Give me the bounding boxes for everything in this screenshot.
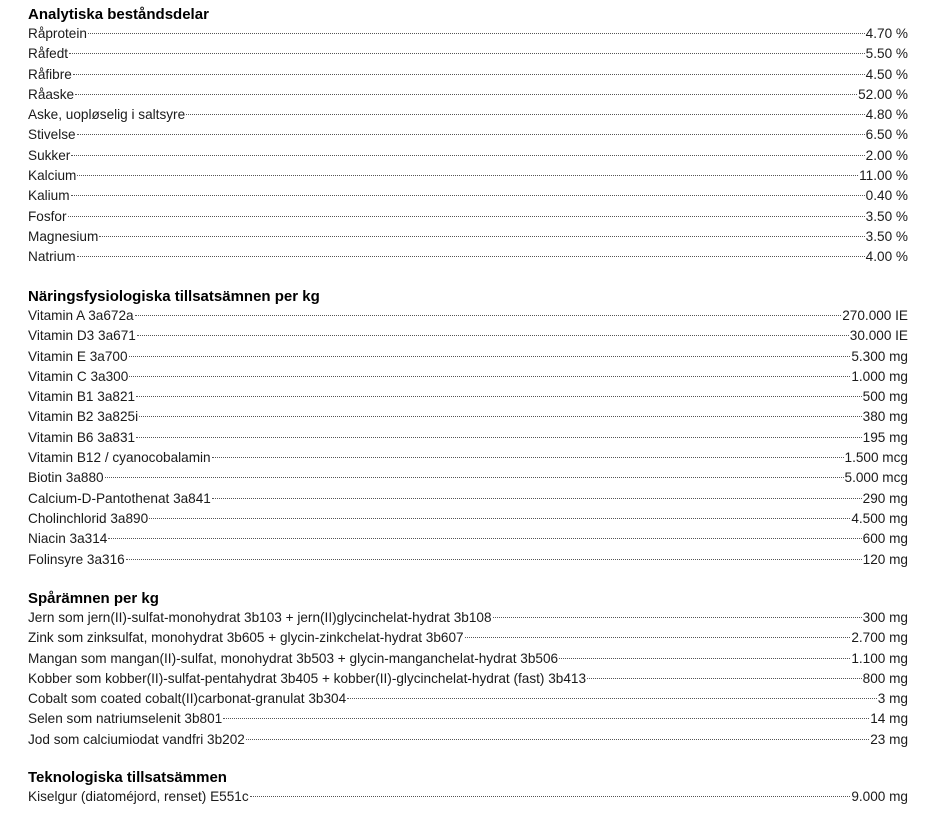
- table-row: [28, 730, 908, 750]
- section-technological-additives: [28, 769, 908, 807]
- dot-leader: [139, 415, 862, 417]
- row-value: 3.50 %: [865, 228, 908, 244]
- row-value: 4.500 mg: [851, 510, 908, 526]
- table-row: [28, 367, 908, 387]
- row-value: 1.500 mcg: [844, 450, 908, 466]
- table-row: [28, 306, 908, 326]
- table-row: [28, 628, 908, 648]
- row-label: Zink som zinksulfat, monohydrat 3b605 + glycin-zinkchelat-hydrat 3b607: [28, 630, 464, 646]
- table-row: [28, 24, 908, 44]
- dot-leader: [250, 795, 851, 797]
- row-value: 2.700 mg: [851, 630, 908, 646]
- dot-leader: [212, 497, 862, 499]
- row-label: Mangan som mangan(II)-sulfat, monohydrat 3b503 + glycin-manganchelat-hydrat 3b506: [28, 650, 559, 666]
- table-row: [28, 669, 908, 689]
- row-label: Vitamin B6 3a831: [28, 429, 136, 445]
- dot-leader: [108, 537, 861, 539]
- dot-leader: [149, 517, 850, 519]
- section-title: Analytiska beståndsdelar: [28, 6, 209, 23]
- dot-leader: [129, 375, 850, 377]
- dot-leader: [73, 73, 865, 75]
- row-value: 4.70 %: [865, 26, 908, 41]
- row-label: Vitamin A 3a672a: [28, 308, 134, 323]
- table-row: [28, 326, 908, 346]
- dot-leader: [77, 133, 865, 135]
- table-row: [28, 65, 908, 85]
- table-row: [28, 85, 908, 105]
- row-value: 270.000 IE: [842, 308, 908, 323]
- row-value: 600 mg: [862, 531, 908, 547]
- row-value: 4.00 %: [865, 249, 908, 265]
- section-title: Teknologiska tillsatsämmen: [28, 769, 227, 786]
- row-value: 5.000 mcg: [844, 470, 908, 486]
- table-row: [28, 186, 908, 206]
- row-value: 2.00 %: [865, 147, 908, 163]
- row-label: Vitamin D3 3a671: [28, 328, 136, 344]
- row-value: 380 mg: [862, 409, 908, 425]
- row-label: Selen som natriumselenit 3b801: [28, 711, 223, 727]
- dot-leader: [105, 476, 844, 478]
- row-label: Fosfor: [28, 208, 67, 224]
- row-label: Cobalt som coated cobalt(II)carbonat-granulat 3b304: [28, 691, 347, 707]
- row-label: Jod som calciumiodat vandfri 3b202: [28, 731, 245, 747]
- row-label: Aske, uopløselig i saltsyre: [28, 107, 186, 123]
- section-title: Näringsfysiologiska tillsatsämnen per kg: [28, 288, 320, 305]
- dot-leader: [136, 395, 862, 397]
- table-row: [28, 509, 908, 529]
- row-value: 800 mg: [862, 670, 908, 686]
- dot-leader: [71, 194, 865, 196]
- row-label: Vitamin B2 3a825i: [28, 409, 139, 425]
- row-value: 120 mg: [862, 551, 908, 567]
- table-row: [28, 448, 908, 468]
- table-row: [28, 146, 908, 166]
- dot-leader: [223, 717, 869, 719]
- row-value: 11.00 %: [859, 168, 908, 184]
- table-row: [28, 125, 908, 145]
- row-value: 23 mg: [870, 731, 908, 747]
- dot-leader: [493, 616, 862, 618]
- section-trace-elements: [28, 590, 908, 750]
- row-label: Kalium: [28, 188, 70, 204]
- table-row: [28, 550, 908, 570]
- row-label: Råfedt: [28, 46, 69, 62]
- row-value: 4.80 %: [865, 107, 908, 123]
- row-label: Stivelse: [28, 127, 76, 143]
- table-row: [28, 387, 908, 407]
- row-label: Jern som jern(II)-sulfat-monohydrat 3b103 + jern(II)glycinchelat-hydrat 3b108: [28, 610, 492, 625]
- row-value: 500 mg: [862, 389, 908, 405]
- dot-leader: [186, 113, 865, 115]
- table-row: [28, 709, 908, 729]
- row-label: Råfibre: [28, 66, 72, 82]
- dot-leader: [75, 93, 857, 95]
- table-row: [28, 44, 908, 64]
- row-label: Biotin 3a880: [28, 470, 104, 486]
- table-row: [28, 227, 908, 247]
- row-label: Vitamin C 3a300: [28, 368, 129, 384]
- table-row: [28, 489, 908, 509]
- table-row: [28, 468, 908, 488]
- row-label: Magnesium: [28, 228, 99, 244]
- row-value: 1.100 mg: [851, 650, 908, 666]
- table-row: [28, 529, 908, 549]
- dot-leader: [99, 235, 864, 237]
- row-value: 14 mg: [870, 711, 908, 727]
- row-value: 1.000 mg: [851, 368, 908, 384]
- table-row: [28, 407, 908, 427]
- section-title: Spårämnen per kg: [28, 590, 159, 607]
- row-label: Råprotein: [28, 26, 87, 41]
- dot-leader: [559, 657, 850, 659]
- row-label: Vitamin B12 / cyanocobalamin: [28, 450, 211, 466]
- row-label: Råaske: [28, 86, 75, 102]
- row-label: Calcium-D-Pantothenat 3a841: [28, 490, 211, 506]
- dot-leader: [135, 314, 842, 316]
- row-value: 5.50 %: [865, 46, 908, 62]
- table-row: [28, 166, 908, 186]
- row-label: Sukker: [28, 147, 71, 163]
- row-label: Vitamin E 3a700: [28, 348, 128, 364]
- row-value: 52.00 %: [858, 86, 908, 102]
- row-value: 30.000 IE: [849, 328, 908, 344]
- table-row: [28, 207, 908, 227]
- dot-leader: [88, 32, 865, 34]
- dot-leader: [68, 215, 865, 217]
- section-nutritional-additives: [28, 288, 908, 570]
- row-value: 9.000 mg: [851, 789, 908, 804]
- dot-leader: [69, 52, 865, 54]
- row-value: 0.40 %: [865, 188, 908, 204]
- row-value: 3 mg: [877, 691, 908, 707]
- dot-leader: [71, 154, 864, 156]
- row-label: Kiselgur (diatoméjord, renset) E551c: [28, 789, 249, 804]
- dot-leader: [137, 334, 849, 336]
- row-label: Folinsyre 3a316: [28, 551, 125, 567]
- table-row: [28, 689, 908, 709]
- row-label: Kobber som kobber(II)-sulfat-pentahydrat 3b405 + kobber(II)-glycinchelat-hydrat (fast) 3b413: [28, 670, 587, 686]
- table-row: [28, 428, 908, 448]
- table-row: [28, 247, 908, 267]
- dot-leader: [129, 355, 851, 357]
- table-row: [28, 787, 908, 807]
- table-row: [28, 347, 908, 367]
- table-row: [28, 105, 908, 125]
- table-row: [28, 649, 908, 669]
- dot-leader: [587, 677, 862, 679]
- row-value: 5.300 mg: [851, 348, 908, 364]
- dot-leader: [212, 456, 844, 458]
- row-value: 300 mg: [862, 610, 908, 625]
- row-label: Cholinchlorid 3a890: [28, 510, 149, 526]
- row-value: 3.50 %: [865, 208, 908, 224]
- row-label: Natrium: [28, 249, 76, 265]
- dot-leader: [77, 174, 858, 176]
- dot-leader: [126, 558, 862, 560]
- dot-leader: [347, 697, 877, 699]
- dot-leader: [246, 738, 869, 740]
- row-label: Kalcium: [28, 168, 77, 184]
- row-value: 4.50 %: [865, 66, 908, 82]
- row-value: 290 mg: [862, 490, 908, 506]
- row-label: Vitamin B1 3a821: [28, 389, 136, 405]
- row-label: Niacin 3a314: [28, 531, 108, 547]
- section-analytical: [28, 6, 908, 268]
- row-value: 195 mg: [862, 429, 908, 445]
- row-value: 6.50 %: [865, 127, 908, 143]
- dot-leader: [136, 436, 862, 438]
- dot-leader: [465, 636, 851, 638]
- dot-leader: [77, 255, 865, 257]
- table-row: [28, 608, 908, 628]
